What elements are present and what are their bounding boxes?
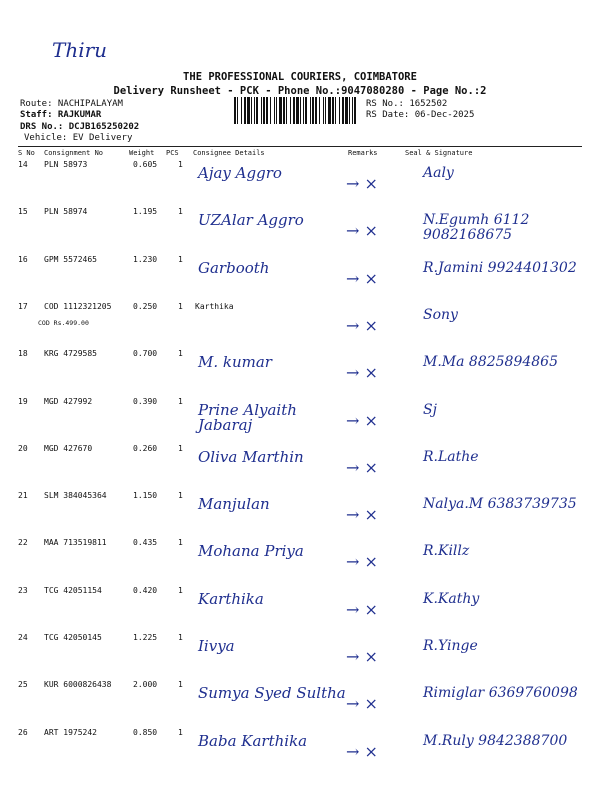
row-weight: 0.390 bbox=[133, 397, 158, 406]
table-row bbox=[18, 444, 582, 491]
table-row bbox=[18, 491, 582, 538]
row-pcs: 1 bbox=[178, 302, 183, 311]
handwritten-signature: Sj bbox=[423, 402, 437, 418]
col-sno: S No bbox=[18, 149, 35, 157]
row-sno: 19 bbox=[18, 397, 28, 406]
table-row bbox=[18, 586, 582, 633]
handwritten-consignee-name: Garbooth bbox=[198, 259, 270, 277]
row-weight: 0.605 bbox=[133, 160, 158, 169]
table-row bbox=[18, 302, 582, 349]
row-pcs: 1 bbox=[178, 160, 183, 169]
handwritten-consignee-name: Oliva Marthin bbox=[198, 448, 304, 466]
handwritten-consignee-name: Prine Alyaith Jabaraj bbox=[198, 401, 297, 434]
row-consignment-no: SLM 384045364 bbox=[44, 491, 107, 500]
row-weight: 0.260 bbox=[133, 444, 158, 453]
handwritten-signature: R.Lathe bbox=[423, 449, 479, 465]
row-pcs: 1 bbox=[178, 538, 183, 547]
route-label: Route: NACHIPALAYAM bbox=[20, 99, 123, 109]
handwritten-signature: Rimiglar 6369760098 bbox=[423, 685, 578, 701]
row-pcs: 1 bbox=[178, 397, 183, 406]
remark-arrow-mark: → × bbox=[346, 174, 378, 193]
remark-arrow-mark: → × bbox=[346, 269, 378, 288]
remark-arrow-mark: → × bbox=[346, 552, 378, 571]
column-header-row bbox=[18, 146, 582, 159]
col-consignee: Consignee Details bbox=[193, 149, 265, 157]
drs-number: DRS No.: DCJB165250202 bbox=[20, 122, 140, 132]
row-sno: 23 bbox=[18, 586, 28, 595]
handwritten-consignee-name: Iivya bbox=[198, 637, 235, 655]
row-weight: 0.250 bbox=[133, 302, 158, 311]
table-row bbox=[18, 633, 582, 680]
handwritten-signature: Sony bbox=[423, 307, 458, 323]
handwritten-signature: R.Killz bbox=[423, 543, 470, 559]
handwritten-consignee-name: M. kumar bbox=[198, 353, 272, 371]
table-row bbox=[18, 207, 582, 254]
handwritten-consignee-name: UZAlar Aggro bbox=[198, 211, 304, 229]
company-title: THE PROFESSIONAL COURIERS, COIMBATORE bbox=[183, 71, 417, 83]
row-sno: 24 bbox=[18, 633, 28, 642]
handwritten-top-note: Thiru bbox=[52, 38, 108, 62]
row-consignee-details: Karthika bbox=[195, 302, 234, 311]
row-consignment-no: ART 1975242 bbox=[44, 728, 97, 737]
row-consignment-no: TCG 42051154 bbox=[44, 586, 102, 595]
row-weight: 0.435 bbox=[133, 538, 158, 547]
handwritten-consignee-name: Mohana Priya bbox=[198, 542, 304, 560]
row-consignment-no: TCG 42050145 bbox=[44, 633, 102, 642]
row-consignment-no: MAA 713519811 bbox=[44, 538, 107, 547]
row-weight: 1.195 bbox=[133, 207, 158, 216]
row-pcs: 1 bbox=[178, 207, 183, 216]
row-sno: 22 bbox=[18, 538, 28, 547]
staff-label: Staff: RAJKUMAR bbox=[20, 110, 102, 120]
row-sno: 25 bbox=[18, 680, 28, 689]
row-weight: 0.700 bbox=[133, 349, 158, 358]
remark-arrow-mark: → × bbox=[346, 221, 378, 240]
row-consignment-no: MGD 427992 bbox=[44, 397, 93, 406]
rs-number: RS No.: 1652502 bbox=[366, 99, 448, 109]
remark-arrow-mark: → × bbox=[346, 458, 378, 477]
row-weight: 2.000 bbox=[133, 680, 158, 689]
handwritten-signature: Nalya.M 6383739735 bbox=[423, 496, 577, 512]
row-consignment-no: GPM 5572465 bbox=[44, 255, 97, 264]
table-row bbox=[18, 349, 582, 396]
row-cod-amount: COD Rs.499.00 bbox=[38, 319, 89, 327]
handwritten-consignee-name: Manjulan bbox=[198, 495, 270, 513]
handwritten-signature: R.Yinge bbox=[423, 638, 478, 654]
row-pcs: 1 bbox=[178, 728, 183, 737]
row-sno: 21 bbox=[18, 491, 28, 500]
row-sno: 16 bbox=[18, 255, 28, 264]
row-sno: 18 bbox=[18, 349, 28, 358]
table-row bbox=[18, 728, 582, 775]
remark-arrow-mark: → × bbox=[346, 316, 378, 335]
runsheet-subtitle: Delivery Runsheet - PCK - Phone No.:9047080280 - Page No.:2 bbox=[113, 85, 487, 97]
remark-arrow-mark: → × bbox=[346, 411, 378, 430]
table-row bbox=[18, 538, 582, 585]
row-weight: 1.225 bbox=[133, 633, 158, 642]
table-row bbox=[18, 397, 582, 444]
handwritten-signature: N.Egumh 6112 9082168675 bbox=[423, 212, 530, 243]
row-pcs: 1 bbox=[178, 255, 183, 264]
vehicle-label: Vehicle: EV Delivery bbox=[24, 133, 133, 143]
rs-date: RS Date: 06-Dec-2025 bbox=[366, 110, 475, 120]
row-consignment-no: COD 1112321205 bbox=[44, 302, 112, 311]
col-consignment: Consignment No bbox=[44, 149, 104, 157]
row-pcs: 1 bbox=[178, 491, 183, 500]
row-consignment-no: PLN 58974 bbox=[44, 207, 88, 216]
handwritten-signature: K.Kathy bbox=[423, 591, 480, 607]
handwritten-consignee-name: Sumya Syed Sultha bbox=[198, 684, 346, 702]
row-sno: 14 bbox=[18, 160, 28, 169]
row-pcs: 1 bbox=[178, 586, 183, 595]
row-weight: 0.420 bbox=[133, 586, 158, 595]
handwritten-signature: Aaly bbox=[423, 165, 454, 181]
remark-arrow-mark: → × bbox=[346, 363, 378, 382]
table-row bbox=[18, 680, 582, 727]
row-consignment-no: KUR 6000826438 bbox=[44, 680, 112, 689]
row-sno: 17 bbox=[18, 302, 28, 311]
col-weight: Weight bbox=[129, 149, 155, 157]
remark-arrow-mark: → × bbox=[346, 647, 378, 666]
row-weight: 1.150 bbox=[133, 491, 158, 500]
row-consignment-no: MGD 427670 bbox=[44, 444, 93, 453]
col-remarks: Remarks bbox=[348, 149, 378, 157]
handwritten-signature: M.Ruly 9842388700 bbox=[423, 733, 568, 749]
remark-arrow-mark: → × bbox=[346, 742, 378, 761]
remark-arrow-mark: → × bbox=[346, 505, 378, 524]
remark-arrow-mark: → × bbox=[346, 694, 378, 713]
row-weight: 0.850 bbox=[133, 728, 158, 737]
row-pcs: 1 bbox=[178, 633, 183, 642]
row-pcs: 1 bbox=[178, 349, 183, 358]
row-pcs: 1 bbox=[178, 444, 183, 453]
table-row bbox=[18, 255, 582, 302]
table-row bbox=[18, 160, 582, 207]
row-weight: 1.230 bbox=[133, 255, 158, 264]
handwritten-consignee-name: Ajay Aggro bbox=[198, 164, 282, 182]
row-sno: 15 bbox=[18, 207, 28, 216]
handwritten-consignee-name: Baba Karthika bbox=[198, 732, 308, 750]
col-pcs: PCS bbox=[166, 149, 179, 157]
handwritten-signature: R.Jamini 9924401302 bbox=[423, 260, 577, 276]
row-consignment-no: KRG 4729585 bbox=[44, 349, 97, 358]
row-sno: 20 bbox=[18, 444, 28, 453]
remark-arrow-mark: → × bbox=[346, 600, 378, 619]
row-consignment-no: PLN 58973 bbox=[44, 160, 88, 169]
row-pcs: 1 bbox=[178, 680, 183, 689]
handwritten-signature: M.Ma 8825894865 bbox=[423, 354, 558, 370]
barcode bbox=[234, 97, 360, 124]
handwritten-consignee-name: Karthika bbox=[198, 590, 264, 608]
row-sno: 26 bbox=[18, 728, 28, 737]
col-seal-signature: Seal & Signature bbox=[405, 149, 473, 157]
